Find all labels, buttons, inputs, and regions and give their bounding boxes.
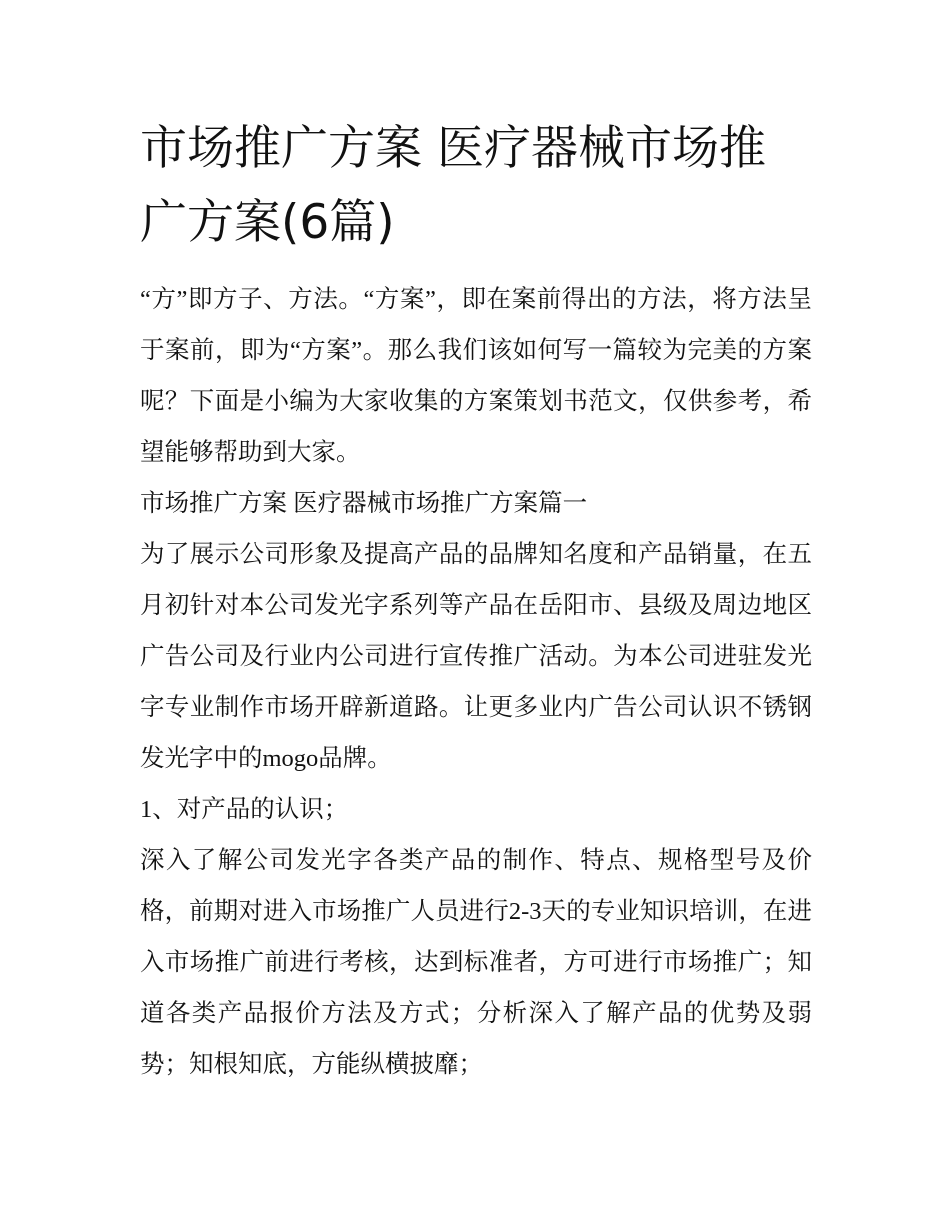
body-paragraph: 为了展示公司形象及提高产品的品牌知名度和产品销量，在五月初针对本公司发光字系列等产品在岳阳市、县级及周边地区广告公司及行业内公司进行宣传推广活动。为本公司进驻发光字专业制作市场开辟新道路。让更多业内广告公司认识不锈钢发光字中的mogo品牌。: [140, 541, 812, 772]
document-title: 市场推广方案 医疗器械市场推广方案(6篇): [140, 121, 766, 250]
list-item-heading: 1、对产品的认识；: [140, 796, 349, 823]
section-heading: 市场推广方案 医疗器械市场推广方案篇一: [140, 490, 588, 517]
document-body: [140, 112, 812, 1090]
intro-paragraph: “方”即方子、方法。“方案”，即在案前得出的方法，将方法呈于案前，即为“方案”。那么我们该如何写一篇较为完美的方案呢？下面是小编为大家收集的方案策划书范文，仅供参考，希望能够帮助到大家。: [140, 286, 812, 466]
body-paragraph: 深入了解公司发光字各类产品的制作、特点、规格型号及价格，前期对进入市场推广人员进行2-3天的专业知识培训，在进入市场推广前进行考核，达到标准者，方可进行市场推广；知道各类产品报价方法及方式；分析深入了解产品的优势及弱势；知根知底，方能纵横披靡；: [140, 847, 812, 1078]
